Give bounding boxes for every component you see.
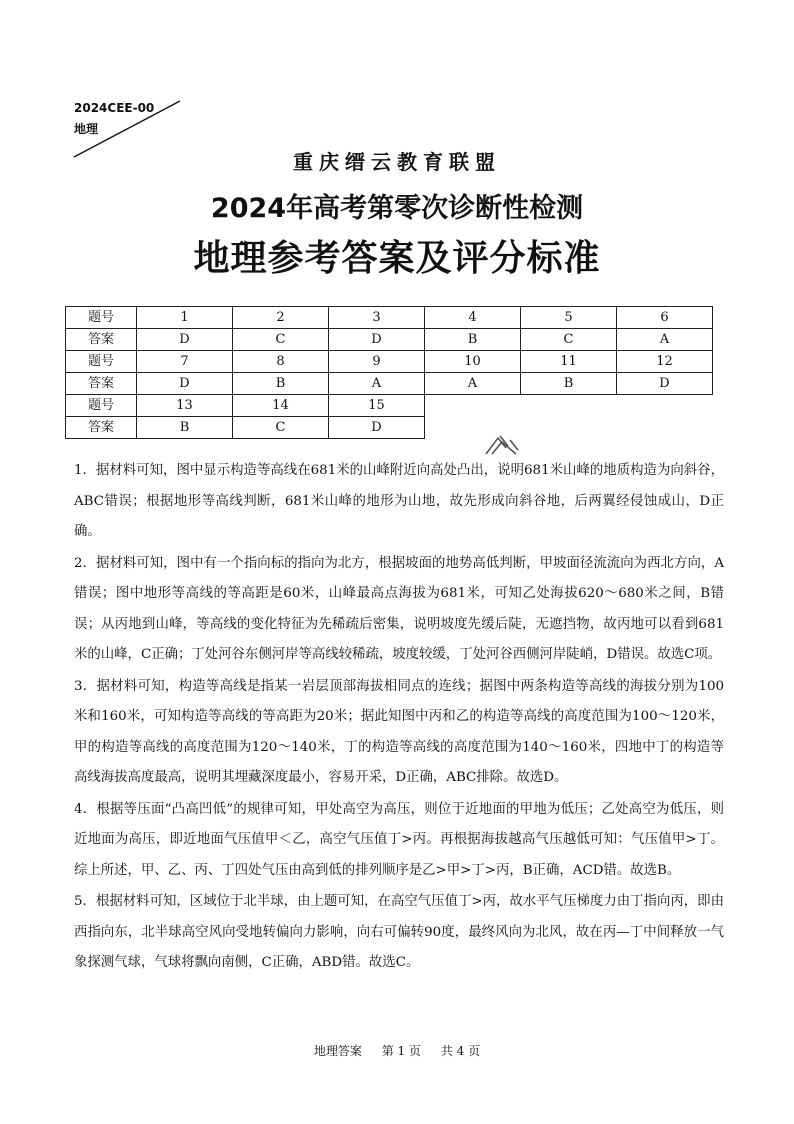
footer-total-pages: 共 4 页 xyxy=(440,1044,481,1058)
exam-title: 2024年高考第零次诊断性检测 xyxy=(210,193,584,224)
question-number: 11 xyxy=(521,351,617,373)
document-code: 2024CEE-00 xyxy=(74,101,155,115)
answer-cell: D xyxy=(137,373,233,395)
answer-cell: B xyxy=(521,373,617,395)
table-row xyxy=(66,307,713,329)
answer-explanations xyxy=(74,456,724,980)
organization-title: 重庆缙云教育联盟 xyxy=(293,150,501,174)
page-footer xyxy=(0,1042,794,1059)
question-number: 2 xyxy=(233,307,329,329)
question-number: 10 xyxy=(425,351,521,373)
table-row xyxy=(66,373,713,395)
question-number: 3 xyxy=(329,307,425,329)
row-label: 题号 xyxy=(66,395,137,417)
empty-cell xyxy=(425,417,713,439)
answer-cell: D xyxy=(137,329,233,351)
question-number: 9 xyxy=(329,351,425,373)
table-row xyxy=(66,329,713,351)
question-number: 13 xyxy=(137,395,233,417)
question-number: 7 xyxy=(137,351,233,373)
question-number: 5 xyxy=(521,307,617,329)
explanation-3: 3．据材料可知，构造等高线是指某一岩层顶部海拔相同点的连线；据图中两条构造等高线的海拔分别为100米和160米，可知构造等高线的等高距为20米；据此知图中丙和乙的构造等高线的高度范围为100～120米，甲的构造等高线的高度范围为120～140米，丁的构造等高线的高度范围为140～160米，四地中丁的构造等高线海拔高度最高，说明其埋藏深度最小，容易开采，D正确，ABC排除。故选D。 xyxy=(74,678,724,785)
table-row xyxy=(66,351,713,373)
row-label: 题号 xyxy=(66,307,137,329)
answer-cell: A xyxy=(617,329,713,351)
answer-cell: B xyxy=(425,329,521,351)
answer-cell: B xyxy=(137,417,233,439)
watermark-logo-icon xyxy=(482,432,522,458)
answer-cell: D xyxy=(329,329,425,351)
footer-page-number: 第 1 页 xyxy=(381,1044,421,1058)
question-number: 6 xyxy=(617,307,713,329)
row-label: 题号 xyxy=(66,351,137,373)
question-number: 4 xyxy=(425,307,521,329)
empty-cell xyxy=(425,395,713,417)
explanation-1: 1．据材料可知，图中显示构造等高线在681米的山峰附近向高处凸出，说明681米山峰的地质构造为向斜谷，ABC错误；根据地形等高线判断，681米山峰的地形为山地，故先形成向斜谷地，后两翼经侵蚀成山，D正确。 xyxy=(74,463,724,539)
question-number: 14 xyxy=(233,395,329,417)
row-label: 答案 xyxy=(66,329,137,351)
row-label: 答案 xyxy=(66,417,137,439)
question-number: 15 xyxy=(329,395,425,417)
answer-cell: A xyxy=(329,373,425,395)
explanation-5: 5．根据材料可知，区域位于北半球，由上题可知，在高空气压值丁>丙，故水平气压梯度力由丁指向丙，即由西指向东，北半球高空风向受地转偏向力影响，向右可偏转90度，最终风向为北风，故在丙—丁中间释放一气象探测气球，气球将飘向南侧，C正确，ABD错。故选C。 xyxy=(74,894,724,970)
explanation-4: 4．根据等压面“凸高凹低”的规律可知，甲处高空为高压，则位于近地面的甲地为低压；乙处高空为低压，则近地面为高压，即近地面气压值甲＜乙，高空气压值丁>丙。再根据海拔越高气压越低可知：气压值甲>丁。综上所述，甲、乙、丙、丁四处气压由高到低的排列顺序是乙>甲>丁>丙，B正确，ACD错。故选B。 xyxy=(74,801,724,878)
document-title: 地理参考答案及评分标准 xyxy=(193,238,601,279)
question-number: 1 xyxy=(137,307,233,329)
document-subject: 地理 xyxy=(74,122,99,136)
answer-cell: C xyxy=(233,417,329,439)
answer-table xyxy=(65,306,713,439)
answer-cell: A xyxy=(425,373,521,395)
answer-cell: B xyxy=(233,373,329,395)
footer-subject: 地理答案 xyxy=(313,1044,362,1058)
answer-cell: C xyxy=(521,329,617,351)
table-row xyxy=(66,417,713,439)
row-label: 答案 xyxy=(66,373,137,395)
question-number: 12 xyxy=(617,351,713,373)
explanation-2: 2．据材料可知，图中有一个指向标的指向为北方，根据坡面的地势高低判断，甲坡面径流流向为西北方向，A错误；图中地形等高线的等高距是60米，山峰最高点海拔为681米，可知乙处海拔620～680米之间，B错误；从丙地到山峰，等高线的变化特征为先稀疏后密集，说明坡度先缓后陡，无遮挡物，故丙地可以看到681米的山峰，C正确；丁处河谷东侧河岸等高线较稀疏，坡度较缓，丁处河谷西侧河岸陡峭，D错误。故选C项。 xyxy=(74,555,724,662)
answer-cell: C xyxy=(233,329,329,351)
table-row xyxy=(66,395,713,417)
question-number: 8 xyxy=(233,351,329,373)
answer-cell: D xyxy=(329,417,425,439)
answer-cell: D xyxy=(617,373,713,395)
